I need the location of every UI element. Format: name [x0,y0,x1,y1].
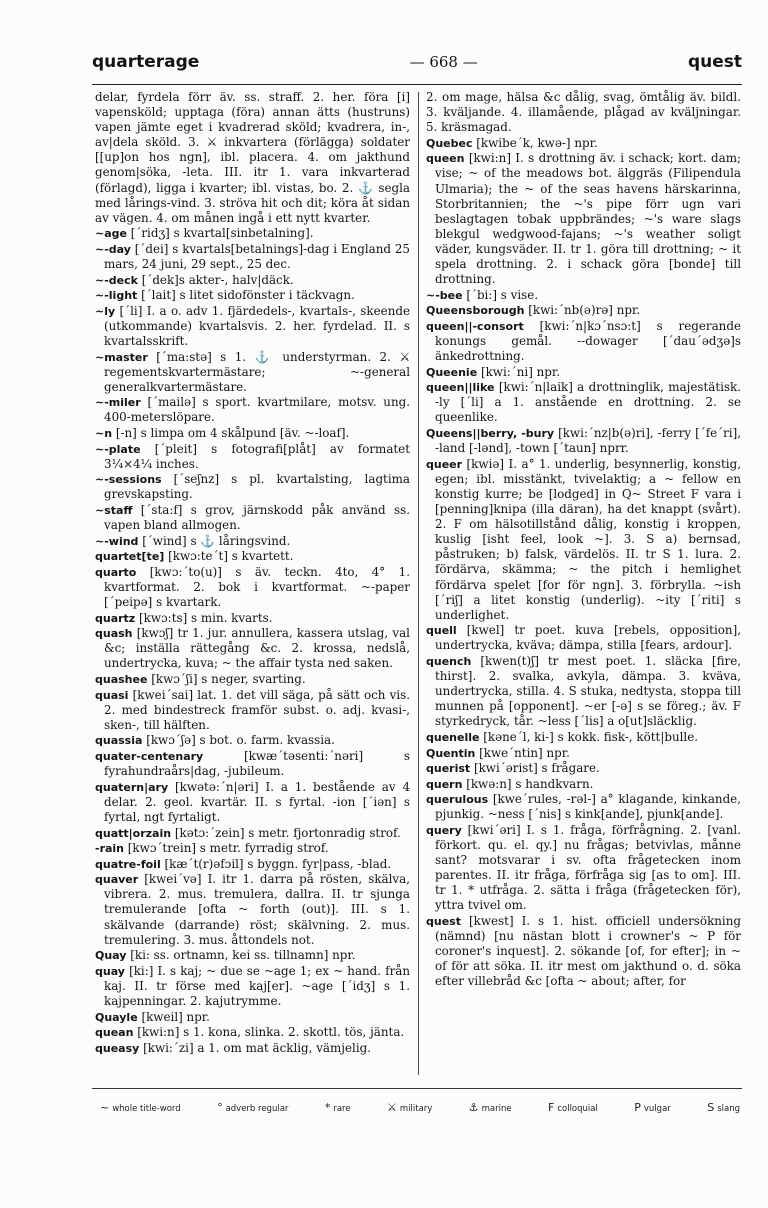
entry-headword: quash [95,627,133,641]
entry-definition: delar, fyrdela förr äv. ss. straff. 2. her. föra [i] vapenskö​ld; upptaga (föra) annan ätts (hustruns) vapen jämte eget i kvadrerad sköld; kvadrera, in-, av|dela sköld. 3. ⚔ inkvartera (förlägga) soldater [[up]on hos ngn], ibl. placera. 4. om jakthund genom|söka, -leta. III. itr 1. vara inkvarterad (förlagd), ligga i kvarter; ibl. vistas, bo. 2. ⚓ segla med lårings-vind. 3. ströva hit och dit; köra åt sidan av vägen. 4. om månen ingå i ett nytt kvarter. [95,90,410,225]
dictionary-entry [95,350,410,395]
legend-label: rare [333,1104,351,1114]
legend-item [387,1101,432,1114]
legend-item [325,1101,351,1114]
entry-headword: Quay [95,949,127,963]
legend-symbol: ⚔ [387,1101,397,1114]
entry-headword: ~-deck [95,273,138,287]
dictionary-entry [95,1010,410,1025]
dictionary-entry [95,442,410,472]
entry-definition: [kwiə] I. a° 1. underlig, besynnerlig, konstig, egen; ibl. misstänkt, tvivelaktig; a ~ fellow en konstig kurre; be [lodged] in Q~ Street F vara i [penning]knipa (illa däran), ha det knappt (svårt). 2. F om hälsotillstånd dålig, konstig i kroppen, kuslig [isht feel, look ~]. 3. S a) bernsad, påstruken; b) falsk, värdelös. II. tr S 1. lura. 2. fördärva, skämma; ~ the pitch i hemlighet fördärva spelet [for för ngn]. 3. förbrylla. ~ish [´riʃ] a litet konstig (underlig). ~ity [´riti] s underlighet. [435,456,741,622]
dictionary-entry [95,841,410,856]
legend-item [217,1101,288,1114]
entry-definition: [kwɔ´ʃə] s bot. o. farm. kvassia. [146,733,335,748]
entry-definition: [´pleit] s fotografi[plåt] av formatet 3¼×4¼ inches. [104,441,410,471]
entry-definition: 2. om mage, hälsa &c dålig, svag, ömtålig äv. bildl. 3. kväljande. 4. illamående, plågad av kväljningar. 5. kräsmagad. [426,90,741,135]
entry-headword: quench [426,654,472,668]
legend-symbol: P [634,1101,641,1114]
entry-definition: [kwətə:´n|əri] I. a 1. bestående av 4 delar. 2. geol. kvartär. II. s fyrtal. -ion [´iən] s fyrtal, ngt fyrtaligt. [104,779,410,824]
dictionary-entry [95,503,410,533]
entry-headword: quay [95,964,125,978]
entry-headword: ~-light [95,289,138,303]
dictionary-entry [95,672,410,687]
entry-definition: [kwel] tr poet. kuva [rebels, opposition], undertrycka, kväva; dämpa, stilla [fears, ardour]. [435,623,741,653]
dictionary-entry [426,90,741,135]
dictionary-entry [95,273,410,288]
entry-headword: quasi [95,688,129,702]
entry-headword: quarto [95,565,137,579]
dictionary-entry [95,733,410,748]
entry-definition: [ki: ss. ortnamn, kei ss. tillnamn] npr. [130,948,356,963]
dictionary-entry [426,914,741,989]
entry-definition: [kwɔ:te´t] s kvartett. [168,549,294,564]
entry-headword: Queens||berry, -bury [426,427,555,441]
dictionary-entry [95,611,410,626]
dictionary-entry [426,426,741,456]
dictionary-entry [95,749,410,779]
footer-rule [92,1088,742,1089]
entry-definition: [kwe´rules, -rəl-] a° klagande, kinkande, pjunkig. ~ness [´nis] s kink[ande], pjunk[ande]. [435,792,741,822]
legend-item [707,1101,740,1114]
legend-symbol: S [707,1101,715,1114]
legend-symbol: ° [217,1101,223,1114]
dictionary-entry [426,746,741,761]
legend-item [100,1101,181,1114]
entry-definition: [´wind] s ⚓ låringsvind. [142,533,291,548]
entry-definition: [kwei´sai] lat. 1. det vill säga, på sätt och vis. 2. med bindestreck framför subst. o. adj. kvasi-, sken-, till hälften. [104,687,410,732]
page-header [92,52,742,80]
dictionary-entry [426,303,741,318]
entry-headword: ~n [95,427,113,441]
entry-headword: quest [426,915,461,929]
legend-label: whole title-word [112,1104,181,1114]
left-running-head: quarterage [92,52,200,72]
entry-definition: [´dei] s kvartals[betalnings]-dag i England 25 mars, 24 juni, 29 sept., 25 dec. [104,241,410,272]
entry-definition: [kwen(t)ʃ] tr mest poet. 1. släcka [fire, thirst]. 2. svalka, avkyla, dämpa. 3. kväva, undertrycka, stilla. 4. S stuka, nedtysta, stoppa till munnen på [opponent]. ~er [-ə] s se föreg.; äv. F styrkedryck, tår. ~less [´lis] a o[ut]släcklig. [435,653,741,729]
entry-headword: ~master [95,350,148,364]
dictionary-entry [95,304,410,349]
legend-item [548,1101,598,1114]
entry-definition: [kwi:´nb(ə)rə] npr. [528,303,641,318]
dictionary-entry [95,90,410,226]
dictionary-entry [95,626,410,671]
dictionary-entry [426,457,741,623]
dictionary-entry [426,761,741,776]
entry-headword: quater-centenary [95,750,204,764]
dictionary-entry [95,872,410,947]
dictionary-entry [95,288,410,303]
entry-definition: [kwɔ´trein] s metr. fyrradig strof. [127,841,329,856]
entry-definition: [kwi´ərist] s frågare. [473,761,600,776]
entry-definition: [´sta:f] s grov, järnskodd påk använd ss. vapen bland allmogen. [104,503,410,533]
entry-headword: ~staff [95,504,133,518]
entry-headword: queer [426,457,463,471]
entry-definition: [kwe´ntin] npr. [479,745,570,760]
entry-definition: [kwɔ:ts] s min. kvarts. [139,610,273,625]
dictionary-entry [426,730,741,745]
right-running-head: quest [687,52,742,72]
entry-headword: quern [426,777,463,791]
dictionary-entry [95,826,410,841]
entry-headword: ~-plate [95,442,141,456]
entry-headword: -rain [95,842,125,856]
dictionary-entry [426,151,741,287]
dictionary-entry [95,948,410,963]
dictionary-entry [95,565,410,610]
entry-definition: [kwest] I. s 1. hist. officiell undersökning (nämnd) [nu nästan blott i crowner's ~ P för coroner's inquest]. 2. sökande [of, for efter]; in ~ of för att söka. II. itr mest om jakthund o. d. söka efter villebråd &c [ofta ~ about; after, for [435,914,741,989]
entry-headword: Quebec [426,136,473,150]
dictionary-entry [95,549,410,564]
entry-headword: quaver [95,873,139,887]
dictionary-entry [95,472,410,502]
entry-headword: quatt|orzain [95,826,172,840]
entry-definition: [kwibe´k, kwə-] npr. [476,135,598,150]
legend-symbol: * [324,1101,331,1114]
dictionary-entry [95,1041,410,1056]
entry-definition: [kwei´və] I. itr 1. darra på rösten, skälva, vibrera. 2. mus. tremulera, dallra. II. tr sjunga tremulerande [ofta ~ forth (out)]. III. s 1. skälvande (darrande) röst; skälvning. 2. mus. tremulering. 3. mus. åttondels not. [104,872,410,947]
legend-label: vulgar [643,1104,671,1114]
dictionary-entry [95,426,410,441]
legend-symbol: ⚓ [468,1101,479,1114]
entry-definition: [kwi:´n|laik] a drottninglik, majestätisk. -ly [´li] a 1. anstående en drottning. 2. se queenlike. [435,380,741,425]
column-divider [418,92,419,1075]
legend-label: colloquial [557,1104,598,1114]
dictionary-entry [95,534,410,549]
dictionary-entry [426,623,741,653]
legend-label: marine [481,1104,512,1114]
dictionary-entry [426,654,741,729]
entry-definition: [kweil] npr. [141,1009,210,1024]
legend-symbol: ~ [100,1101,110,1114]
entry-headword: Quentin [426,746,476,760]
entry-definition: [kwi:´zi] a 1. om mat äcklig, vämjelig. [143,1040,372,1055]
entry-definition: [kwɔʃ] tr 1. jur. annullera, kassera utslag, val &c; inställa rättegång &c. 2. krossa, nedslå, undertrycka, kuva; ~ the affair tysta ned saken. [104,626,410,671]
entry-definition: [´li] I. a o. adv 1. fjärdedels-, kvartals-, skeende (utkommande) kvartalsvis. 2. her. fyrdelad. II. s kvartalsskrift. [104,303,410,348]
entry-definition: [´dek]s akter-, halv|däck. [141,272,294,287]
entry-definition: [kwə:n] s handkvarn. [466,776,594,791]
entry-headword: ~-sessions [95,473,162,487]
entry-headword: quartet[te] [95,550,165,564]
dictionary-entry [95,395,410,425]
legend-item [634,1101,671,1114]
entry-headword: queen||like [426,381,495,395]
entry-headword: quatern|ary [95,780,169,794]
entry-definition: [kwi:´nz|b(ə)ri], -ferry [´fe´ri], -land [-lənd], -town [´taun] nprr. [435,426,741,456]
entry-headword: queen||-consort [426,319,524,333]
left-column [95,90,410,1080]
entry-headword: ~ly [95,304,116,318]
legend-label: slang [717,1104,740,1114]
entry-headword: quashee [95,673,148,687]
entry-definition: [kwɔ´ʃi] s neger, svarting. [151,672,306,687]
dictionary-entry [95,242,410,272]
dictionary-entry [95,780,410,825]
entry-headword: quenelle [426,730,480,744]
entry-headword: ~-miler [95,396,141,410]
entry-definition: [´ridʒ] s kvartal[sinbetalning]. [130,226,314,241]
entry-headword: quell [426,624,457,638]
page-number: — 668 — [409,53,478,71]
entry-definition: [´seʃnz] s pl. kvartalsting, lagtima grevskapsting. [104,472,410,502]
entry-headword: querist [426,762,471,776]
dictionary-entry [426,136,741,151]
header-rule [92,84,742,85]
entry-headword: querulous [426,793,489,807]
dictionary-entry [95,964,410,1009]
entry-headword: queen [426,152,465,166]
entry-headword: quassia [95,734,143,748]
entry-definition: [kwæ´təsenti:´nəri] s fyrahundraårs|dag, -jubileum. [104,749,410,779]
entry-definition: [´ma:stə] s 1. ⚓ understyrman. 2. ⚔ regementskvartermästare; ~-general generalkvartermästare. [104,349,410,394]
dictionary-entry [426,777,741,792]
entry-headword: quatre-foil [95,857,161,871]
entry-headword: ~-wind [95,534,139,548]
legend-label: military [399,1104,433,1114]
entry-headword: queasy [95,1041,140,1055]
dictionary-entry [426,823,741,914]
entry-definition: [kwi´əri] I. s 1. fråga, förfrågning. 2. [vanl. förkort. qu. el. qy.] nu frågas; betvivlas, månne sant? motsvarar i sv. ofta frågetecken inom parentes. II. itr fråga, förfråga sig [as to om]. III. tr 1. * utfråga. 2. sätta i fråga (frågetecken för), yttra tvivel om. [435,823,741,913]
dictionary-entry [426,365,741,380]
entry-definition: [´lait] s litet sidofönster i täckvagn. [141,288,355,303]
legend-symbol: F [548,1101,555,1114]
entry-definition: [kətɔ:´zein] s metr. fjortonradig strof. [174,825,401,840]
entry-definition: [kæ´t(r)əfɔil] s byggn. fyr|pass, -blad. [164,856,392,871]
dictionary-entry [426,792,741,822]
dictionary-entry [426,319,741,364]
entry-definition: [ki:] I. s kaj; ~ due se ~age 1; ex ~ hand. från kaj. II. tr förse med kaj[er]. ~age [´idʒ] s 1. kajpenningar. 2. kajutrymme. [104,963,410,1009]
entry-definition: [kwi:n] I. s drottning äv. i schack; kort. dam; vise; ~ of the meadows bot. älggräs (Filipendula Ulmaria); the ~ of the seas havens härskarinna, Storbritannien; the ~'s pipe förr ugn vari beslagtagen tobak uppbrändes; ~'s ware slags blekgul wedgwood-fajans; ~'s weather soligt väder, kungsväder. II. tr 1. göra till drottning; ~ it spela drottning. 2. i schack göra [bonde] till drottning. [435,151,741,287]
entry-headword: ~age [95,227,127,241]
dictionary-entry [95,688,410,733]
entry-definition: [kəne´l, ki-] s kokk. fisk-, kött|bulle. [483,729,699,744]
entry-definition: [kwi:n] s 1. kona, slinka. 2. skottl. tös, jänta. [137,1025,405,1040]
entry-headword: Queensborough [426,304,525,318]
legend-item [469,1101,512,1114]
entry-definition: [kwi:´n|kɔ´nsɔ:t] s regerande konungs gemål. --dowager [´dau´ədʒə]s änkedrottning. [435,318,741,364]
dictionary-entry [95,226,410,241]
entry-definition: [´bi:] s vise. [466,287,539,302]
legend-label: adverb regular [225,1104,289,1114]
entry-headword: Queenie [426,365,478,379]
entry-headword: quean [95,1026,134,1040]
entry-definition: [kwi:´ni] npr. [480,364,561,379]
dictionary-entry [426,288,741,303]
right-column [426,90,741,1080]
entry-headword: query [426,824,462,837]
entry-definition: [´mailə] s sport. kvartmilare, motsv. ung. 400-meterslöpare. [104,395,410,425]
entry-headword: quartz [95,611,136,625]
dictionary-entry [95,1025,410,1040]
symbol-legend [100,1101,740,1114]
dictionary-entry [95,857,410,872]
entry-definition: [kwɔ:´to(u)] s äv. teckn. 4to, 4° 1. kvartformat. 2. bok i kvartformat. ~-paper [´peipə] s kvartark. [104,564,410,610]
entry-headword: ~-bee [426,288,463,302]
dictionary-entry [426,380,741,425]
entry-headword: Quayle [95,1010,138,1024]
entry-headword: ~-day [95,242,131,256]
entry-definition: [-n] s limpa om 4 skålpund [äv. ~-loaf]. [115,426,350,441]
